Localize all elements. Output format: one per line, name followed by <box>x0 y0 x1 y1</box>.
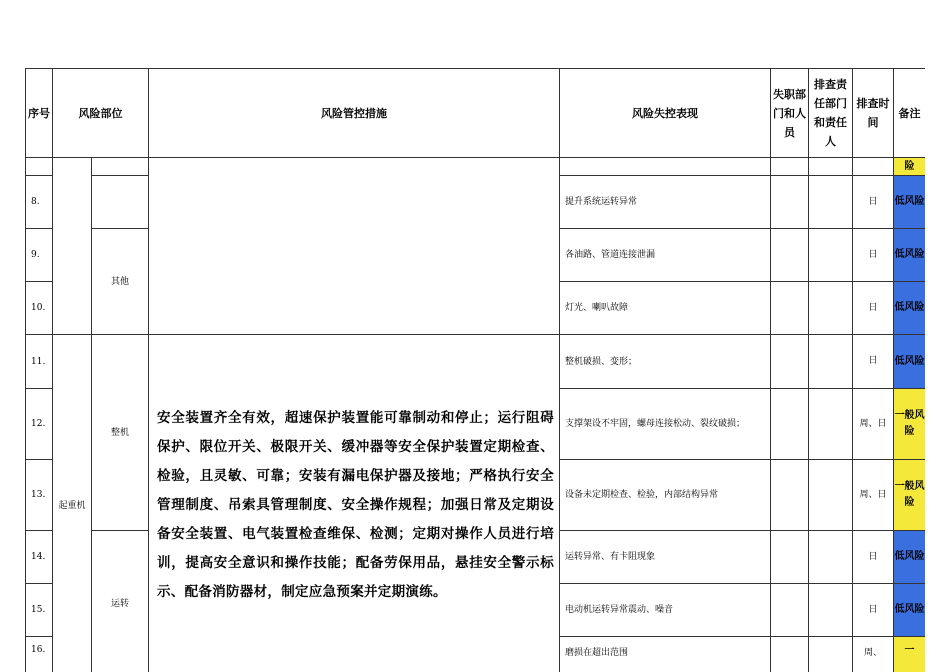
risk-level-badge: 低风险 <box>894 584 926 637</box>
failure-cell: 整机破损、变形； <box>560 335 771 389</box>
seq-cell: 16. <box>26 637 53 672</box>
failure-cell: 提升系统运转异常 <box>560 176 771 229</box>
header-failure: 风险失控表现 <box>560 69 771 158</box>
failure-cell <box>560 158 771 176</box>
subcategory-cell <box>92 158 149 176</box>
seq-cell: 9. <box>26 229 53 282</box>
seq-cell: 15. <box>26 584 53 637</box>
header-measures: 风险管控措施 <box>149 69 560 158</box>
check-dept-cell <box>809 389 853 460</box>
failure-cell: 磨损在超出范围 <box>560 637 771 672</box>
dept-cell <box>771 584 809 637</box>
dept-cell <box>771 335 809 389</box>
category-crane: 起重机 <box>53 335 92 672</box>
risk-level-badge: 低风险 <box>894 229 926 282</box>
risk-level-badge: 一般风险 <box>894 460 926 531</box>
header-risk-part: 风险部位 <box>53 69 149 158</box>
seq-cell <box>26 158 53 176</box>
risk-level-badge: 低风险 <box>894 282 926 335</box>
failure-cell: 支撑架设不牢固，螺母连接松动、裂纹破损； <box>560 389 771 460</box>
header-dept: 失职部门和人员 <box>771 69 809 158</box>
subcategory-running: 运转 <box>92 531 149 672</box>
seq-cell: 10. <box>26 282 53 335</box>
seq-cell: 8. <box>26 176 53 229</box>
dept-cell <box>771 282 809 335</box>
risk-level-badge: 低风险 <box>894 531 926 584</box>
header-time: 排查时间 <box>853 69 894 158</box>
time-cell: 日 <box>853 531 894 584</box>
check-dept-cell <box>809 335 853 389</box>
failure-cell: 电动机运转异常震动、噪音 <box>560 584 771 637</box>
check-dept-cell <box>809 531 853 584</box>
risk-level-badge: 一 <box>894 637 926 672</box>
risk-level-badge: 险 <box>894 158 926 176</box>
dept-cell <box>771 176 809 229</box>
check-dept-cell <box>809 637 853 672</box>
seq-cell: 12. <box>26 389 53 460</box>
time-cell: 周、 <box>853 637 894 672</box>
subcategory-cell <box>92 176 149 229</box>
failure-cell: 各油路、管道连接泄漏 <box>560 229 771 282</box>
check-dept-cell <box>809 229 853 282</box>
dept-cell <box>771 229 809 282</box>
seq-cell: 11. <box>26 335 53 389</box>
dept-cell <box>771 389 809 460</box>
header-row <box>26 69 926 158</box>
table-row <box>26 158 926 176</box>
dept-cell <box>771 531 809 584</box>
category-cell <box>53 158 92 335</box>
time-cell: 日 <box>853 176 894 229</box>
header-remark: 备注 <box>894 69 926 158</box>
header-check-dept: 排查责任部门和责任人 <box>809 69 853 158</box>
failure-cell: 运转异常、有卡阻现象 <box>560 531 771 584</box>
check-dept-cell <box>809 460 853 531</box>
failure-cell: 灯光、喇叭故障 <box>560 282 771 335</box>
check-dept-cell <box>809 158 853 176</box>
time-cell: 日 <box>853 229 894 282</box>
time-cell <box>853 158 894 176</box>
dept-cell <box>771 158 809 176</box>
subcategory-whole-machine: 整机 <box>92 335 149 531</box>
seq-cell: 13. <box>26 460 53 531</box>
table-row <box>26 335 926 389</box>
risk-control-table-page <box>25 68 925 672</box>
risk-control-table <box>25 68 925 672</box>
risk-level-badge: 低风险 <box>894 176 926 229</box>
risk-level-badge: 低风险 <box>894 335 926 389</box>
time-cell: 日 <box>853 282 894 335</box>
subcategory-other: 其他 <box>92 229 149 335</box>
check-dept-cell <box>809 584 853 637</box>
dept-cell <box>771 460 809 531</box>
time-cell: 日 <box>853 335 894 389</box>
risk-level-badge: 一般风险 <box>894 389 926 460</box>
time-cell: 日 <box>853 584 894 637</box>
measures-cell <box>149 158 560 335</box>
time-cell: 周、日 <box>853 389 894 460</box>
header-seq: 序号 <box>26 69 53 158</box>
seq-cell: 14. <box>26 531 53 584</box>
time-cell: 周、日 <box>853 460 894 531</box>
check-dept-cell <box>809 282 853 335</box>
check-dept-cell <box>809 176 853 229</box>
dept-cell <box>771 637 809 672</box>
crane-measures-text: 安全装置齐全有效，超速保护装置能可靠制动和停止；运行阻碍保护、限位开关、极限开关、缓冲器等安全保护装置定期检查、检验，且灵敏、可靠；安装有漏电保护器及接地；严格执行安全管理制度、吊索具管理制度、安全操作规程；加强日常及定期设备安全装置、电气装置检查维保、检测；定期对操作人员进行培训，提高安全意识和操作技能；配备劳保用品，悬挂安全警示标示、配备消防器材，制定应急预案并定期演练。 <box>149 335 560 672</box>
failure-cell: 设备未定期检查、检验，内部结构异常 <box>560 460 771 531</box>
